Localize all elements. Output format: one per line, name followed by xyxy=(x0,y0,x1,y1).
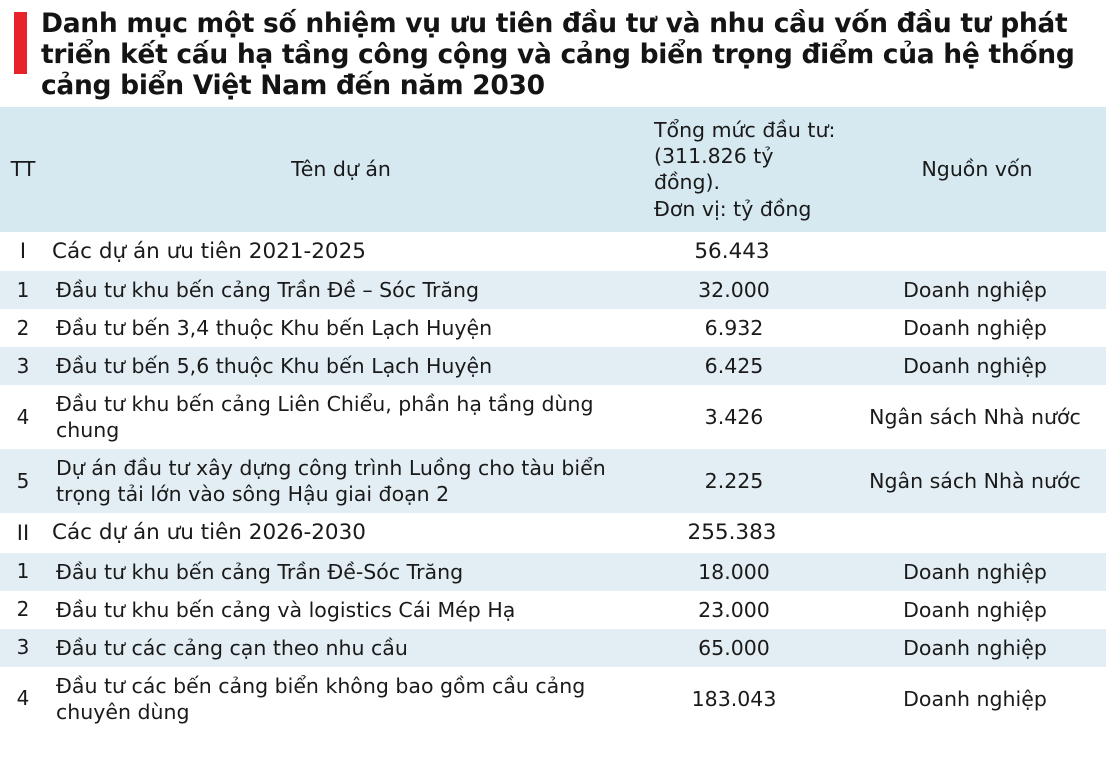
column-header-tt: TT xyxy=(0,107,46,232)
cell-source: Doanh nghiệp xyxy=(848,667,1106,731)
table-row xyxy=(0,449,1106,513)
cell-project-name: Dự án đầu tư xây dựng công trình Luồng cho tàu biển trọng tải lớn vào sông Hậu giai đoạn 2 xyxy=(46,449,636,513)
column-header-amount xyxy=(636,107,848,232)
table-header xyxy=(0,107,1106,232)
table-row xyxy=(0,591,1106,629)
cell-tt: 4 xyxy=(0,385,46,449)
table-row xyxy=(0,553,1106,591)
table-body xyxy=(0,232,1106,731)
table-row xyxy=(0,629,1106,667)
cell-amount: 56.443 xyxy=(636,232,848,271)
cell-source: Doanh nghiệp xyxy=(848,553,1106,591)
cell-project-name: Đầu tư khu bến cảng Liên Chiểu, phần hạ tầng dùng chung xyxy=(46,385,636,449)
cell-source: Ngân sách Nhà nước xyxy=(848,385,1106,449)
cell-amount: 23.000 xyxy=(636,591,848,629)
cell-tt: 1 xyxy=(0,271,46,309)
column-header-amount-line1: Tổng mức đầu tư: xyxy=(654,118,836,142)
investment-projects-table xyxy=(0,107,1106,731)
cell-source: Doanh nghiệp xyxy=(848,591,1106,629)
cell-project-name: Đầu tư khu bến cảng Trần Đề-Sóc Trăng xyxy=(46,553,636,591)
cell-amount: 65.000 xyxy=(636,629,848,667)
cell-tt: 3 xyxy=(0,347,46,385)
table-row xyxy=(0,385,1106,449)
cell-source: Ngân sách Nhà nước xyxy=(848,449,1106,513)
cell-tt: 5 xyxy=(0,449,46,513)
cell-project-name: Đầu tư các cảng cạn theo nhu cầu xyxy=(46,629,636,667)
table-row xyxy=(0,347,1106,385)
cell-amount: 6.932 xyxy=(636,309,848,347)
cell-tt: 3 xyxy=(0,629,46,667)
cell-amount: 3.426 xyxy=(636,385,848,449)
column-header-source: Nguồn vốn xyxy=(848,107,1106,232)
table-row xyxy=(0,309,1106,347)
cell-source xyxy=(848,232,1106,271)
cell-source xyxy=(848,513,1106,552)
cell-project-name: Đầu tư bến 3,4 thuộc Khu bến Lạch Huyện xyxy=(46,309,636,347)
cell-project-name: Đầu tư khu bến cảng và logistics Cái Mép Hạ xyxy=(46,591,636,629)
column-header-amount-line3: Đơn vị: tỷ đồng xyxy=(654,196,812,221)
cell-project-name: Đầu tư khu bến cảng Trần Đề – Sóc Trăng xyxy=(46,271,636,309)
cell-tt: 4 xyxy=(0,667,46,731)
table-row xyxy=(0,667,1106,731)
cell-tt: I xyxy=(0,232,46,271)
cell-source: Doanh nghiệp xyxy=(848,629,1106,667)
cell-amount: 2.225 xyxy=(636,449,848,513)
cell-amount: 183.043 xyxy=(636,667,848,731)
accent-bar xyxy=(14,12,27,74)
cell-source: Doanh nghiệp xyxy=(848,347,1106,385)
cell-amount: 6.425 xyxy=(636,347,848,385)
cell-source: Doanh nghiệp xyxy=(848,309,1106,347)
cell-tt: 1 xyxy=(0,553,46,591)
column-header-amount-line2: (311.826 tỷ đồng). xyxy=(654,144,774,195)
cell-project-name: Các dự án ưu tiên 2026-2030 xyxy=(46,513,636,552)
header xyxy=(0,0,1106,107)
cell-amount: 255.383 xyxy=(636,513,848,552)
table-header-row xyxy=(0,107,1106,232)
cell-tt: 2 xyxy=(0,591,46,629)
page-title: Danh mục một số nhiệm vụ ưu tiên đầu tư và nhu cầu vốn đầu tư phát triển kết cấu hạ tầng công cộng và cảng biển trọng điểm của hệ thống cảng biển Việt Nam đến năm 2030 xyxy=(41,8,1075,101)
cell-project-name: Đầu tư bến 5,6 thuộc Khu bến Lạch Huyện xyxy=(46,347,636,385)
table-section-row xyxy=(0,513,1106,552)
cell-project-name: Các dự án ưu tiên 2021-2025 xyxy=(46,232,636,271)
table-row xyxy=(0,271,1106,309)
table-section-row xyxy=(0,232,1106,271)
column-header-name: Tên dự án xyxy=(46,107,636,232)
cell-tt: 2 xyxy=(0,309,46,347)
cell-project-name: Đầu tư các bến cảng biển không bao gồm cầu cảng chuyên dùng xyxy=(46,667,636,731)
cell-source: Doanh nghiệp xyxy=(848,271,1106,309)
cell-amount: 18.000 xyxy=(636,553,848,591)
cell-tt: II xyxy=(0,513,46,552)
cell-amount: 32.000 xyxy=(636,271,848,309)
